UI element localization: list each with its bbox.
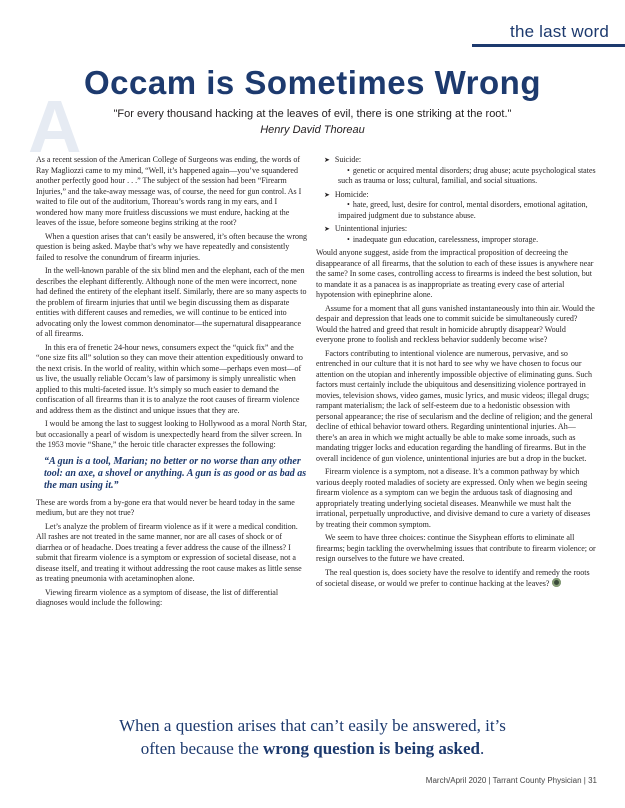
arrow-bullet-icon: ➤ bbox=[324, 190, 330, 199]
arrow-bullet-icon: ➤ bbox=[324, 156, 330, 164]
diagnosis-label: Unintentional injuries: bbox=[334, 224, 408, 233]
pull-quote: “A gun is a tool, Marian; no better or no worse than any other tool: an axe, a shovel or anything. A gun is as good or as bad as the man using it.” bbox=[44, 455, 307, 491]
epigraph-quote: "For every thousand hacking at the leaves of evil, there is one striking at the root." bbox=[113, 108, 512, 120]
paragraph: Viewing firearm violence as a symptom of disease, the list of differential diagnoses would include the following: bbox=[36, 587, 279, 607]
bullet-icon: • bbox=[347, 234, 350, 244]
diagnosis-list bbox=[316, 155, 596, 245]
end-mark-icon bbox=[552, 578, 561, 587]
paragraph: In the well-known parable of the six blind men and the elephant, each of the men describes the elephant differently. Although none of the men were incorrect, none had defined the entirety of the elephant itself. Similarly, there are so many aspects to the problem of firearm injuries that until we begin discussing them as disparate entities with different causes and remedies, we will continue to be enticed into advocating only the lowest common denominator—the supernatural disappearance of all firearms. bbox=[36, 266, 307, 338]
paragraph: In this era of frenetic 24-hour news, consumers expect the “quick fix” and the “one size fits all” solution so they can move their attention expeditiously onward to the next crisis. In the world of reality, within which some—perhaps even most—of us live, the usually reliable Occam’s law of parsimony is simply unrealistic when applied to this multi-faceted issue. It’s simply so much easier to demand the confiscation of all firearms than it is to analyze the root causes of firearm violence and address them as the distinct and unique issues that they are. bbox=[36, 342, 303, 415]
bottom-pull-quote bbox=[0, 714, 625, 760]
bullet-icon: • bbox=[347, 200, 350, 209]
right-column bbox=[316, 155, 596, 593]
diagnosis-detail: • genetic or acquired mental disorders; drug abuse; acute psychological states such as trauma or loss; cultural, familial, and social situations. bbox=[338, 165, 596, 185]
section-tab bbox=[472, 19, 625, 47]
diagnosis-detail: • inadequate gun education, carelessness, improper storage. bbox=[347, 234, 539, 244]
diagnosis-heading bbox=[316, 190, 596, 201]
paragraph: We seem to have three choices: continue the Sisyphean efforts to eliminate all firearms; begin tackling the overwhelming issues that contribute to firearm violence; or resign ourselves to the future we have created. bbox=[316, 533, 596, 563]
paragraph: Assume for a moment that all guns vanished instantaneously into thin air. Would the despair and depression that leads one to commit suicide be simultaneously cured? Would the hatred and greed that result in homicide abruptly disappear? Would everyone prone to foolish and reckless behavior suddenly become wise? bbox=[316, 303, 595, 344]
paragraph: I would be among the last to suggest looking to Hollywood as a moral North Star, but occasionally a pearl of wisdom is unexpectedly heard from the silver screen. In the 1953 movie “Shane,” the heroic title character expresses the following: bbox=[36, 419, 307, 449]
arrow-bullet-icon: ➤ bbox=[324, 225, 330, 233]
paragraph: As a recent session of the American College of Surgeons was ending, the words of Ray Magliozzi came to my mind, “Well, it’s happened again—you’ve squandered another perfectly good hour . . .” The subject of the session had been “Firearm Injuries,” and the take-away message was, of course, the need for gun control. As I waited to file out of the auditorium, Thoreau’s words rang in my ears, and I wondered how many more fruitless discussions we must endure, hacking at the leaves of the issue, before someone begins striking at the root? bbox=[36, 155, 302, 227]
paragraph: Firearm violence is a symptom, not a disease. It’s a common pathway by which various deeply rooted maladies of society are expressed. Only when we begin seeing firearm violence as a symptom can we begin the arduous task of diagnosing and appropriately treating underlying societal diseases. Meanwhile we must halt the irrational, perpetually unproductive, and divisive demand to cure a variety of diseases by treating their common symptom. bbox=[316, 467, 591, 529]
bottom-quote-emphasis: wrong question is being asked bbox=[263, 739, 480, 758]
paragraph: Would anyone suggest, aside from the impractical proposition of decreeing the disappearance of all firearms, that the solution to each of these issues is anywhere near the same? In some cases, controlling access to firearms is indeed the best solution, but to mandate it as a panacea is as inappropriate as treating every case of arterial hypotension with epinephrine alone. bbox=[316, 248, 594, 299]
diagnosis-label: Homicide: bbox=[334, 189, 369, 199]
decorative-drop-letter: A bbox=[28, 85, 82, 168]
diagnosis-detail: • hate, greed, lust, desire for control, mental disorders, emotional agitation, impaired judgment due to substance abuse. bbox=[338, 200, 588, 220]
paragraph: These are words from a by-gone era that would never be heard today in the same medium, but are they not true? bbox=[36, 497, 295, 517]
paragraph: Let’s analyze the problem of firearm violence as if it were a medical condition. All rashes are not treated in the same manner, nor are all cases of shock or of diarrhea or of headache. Does treating a fever address the cause of the illness? I submit that firearm violence is a symptom or expression of societal disease, not a disease itself, and treating it without addressing the root cause makes as little sense as treating pneumonia with acetaminophen alone. bbox=[36, 521, 302, 583]
page-footer: March/April 2020 | Tarrant County Physician | 31 bbox=[425, 776, 597, 785]
diagnosis-heading bbox=[316, 224, 596, 235]
diagnosis-label: Suicide: bbox=[334, 155, 362, 164]
section-label: the last word bbox=[510, 22, 609, 41]
bottom-quote-line: often because the wrong question is being asked. bbox=[140, 739, 485, 758]
article-title: Occam is Sometimes Wrong bbox=[83, 64, 542, 101]
paragraph: Factors contributing to intentional violence are numerous, pervasive, and so entrenched in our culture that it is not hard to see why we have chosen to focus our attention on the utopian and inherently impossible objective of eliminating guns. Such factors must certainly include the ubiquitous and desensitizing violence portrayed in movies, television shows, video games, music lyrics, and music videos; illegal drugs; rampant materialism; the lack of self-esteem due to a hedonistic obsession with personal appearance; the rise of secularism and the decline of religion; and the general decline of ethical behavior toward others. Regarding unintentional injuries. Ah—there’s an area in which we might actually be able to make some inroads, such as mandating trigger locks and education regarding the handling of firearms. But in the overall incidence of gun violence, unintentional injuries are but a drop in the bucket. bbox=[316, 348, 593, 463]
bullet-icon: • bbox=[347, 165, 350, 175]
epigraph-author: Henry David Thoreau bbox=[260, 124, 365, 136]
bottom-quote-line: When a question arises that can’t easily be answered, it’s bbox=[119, 716, 506, 735]
paragraph: When a question arises that can’t easily be answered, it’s often because the wrong question is being asked. Maybe that’s why we have repeatedly and consistently failed to resolve the conundrum of firearm injuries. bbox=[36, 231, 307, 262]
paragraph: The real question is, does society have the resolve to identify and remedy the roots of societal disease, or would we prefer to continue hacking at the leaves? bbox=[316, 567, 590, 588]
diagnosis-heading bbox=[316, 155, 596, 166]
left-column bbox=[36, 155, 308, 612]
